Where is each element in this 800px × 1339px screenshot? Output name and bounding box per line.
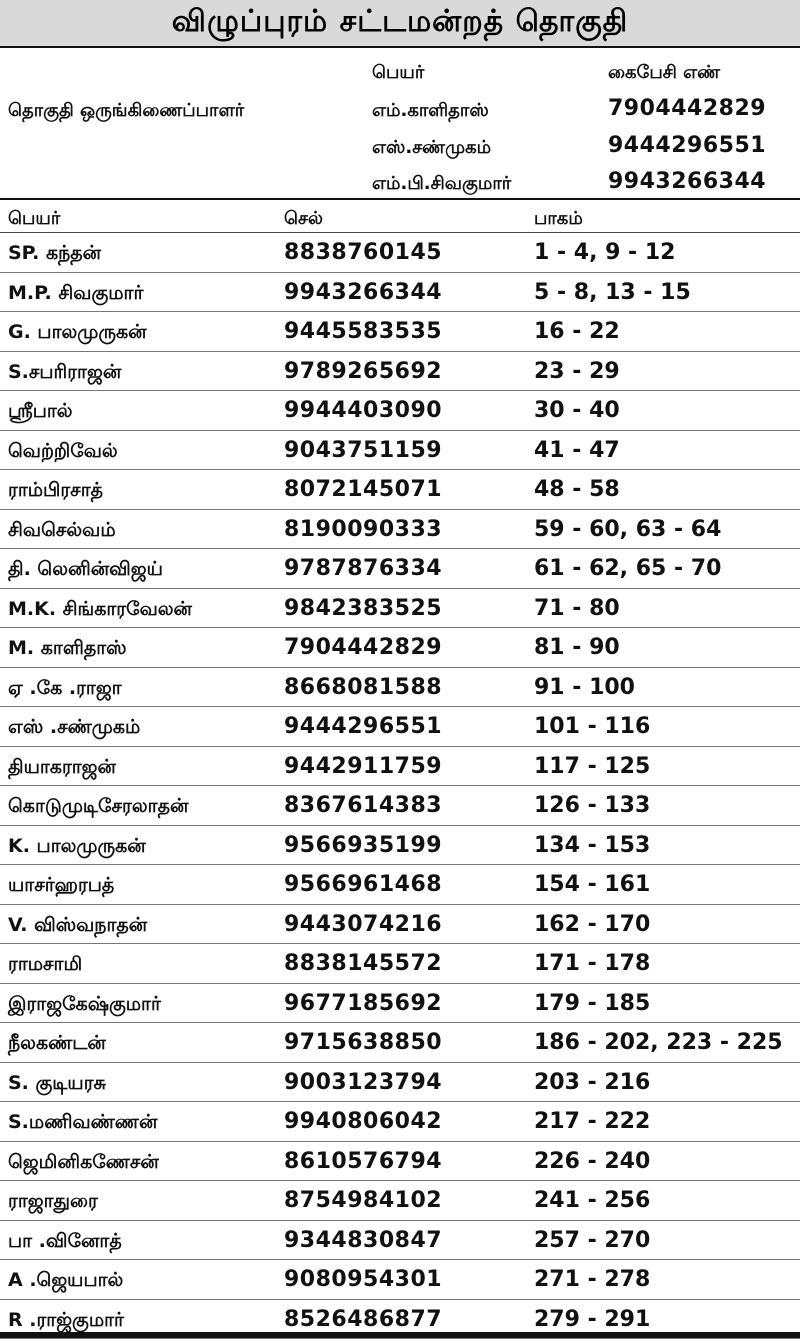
name-cell: தியாகராஜன் (8, 756, 116, 781)
table-row (0, 707, 800, 747)
name-cell: ராமசாமி (8, 953, 82, 978)
part-range-cell: 61 - 62, 65 - 70 (534, 556, 721, 581)
phone-cell: 9080954301 (284, 1267, 442, 1292)
part-range-cell: 271 - 278 (534, 1267, 650, 1292)
phone-cell: 9442911759 (284, 754, 442, 779)
name-cell: ஜெமினிகணேசன் (8, 1151, 159, 1176)
part-range-cell: 179 - 185 (534, 991, 650, 1016)
table-row (0, 549, 800, 589)
phone-cell: 8610576794 (284, 1149, 442, 1174)
phone-cell: 8190090333 (284, 517, 442, 542)
phone-cell: 8838760145 (284, 240, 442, 265)
coordinator-name: எம்.பி.சிவகுமார் (372, 173, 511, 196)
name-cell: இராஜகேஷ்குமார் (8, 993, 161, 1018)
coordinator-label: தொகுதி ஒருங்கிணைப்பாளர் (8, 100, 244, 123)
phone-cell: 9677185692 (284, 991, 442, 1016)
phone-cell: 9789265692 (284, 359, 442, 384)
part-range-cell: 162 - 170 (534, 912, 650, 937)
coordinator-phone: 9943266344 (608, 169, 766, 194)
name-cell: S. குடியரசு (8, 1072, 106, 1097)
page-title: விழுப்புரம் சட்டமன்றத் தொகுதி (172, 4, 629, 43)
part-range-cell: 171 - 178 (534, 951, 650, 976)
phone-cell: 8367614383 (284, 793, 442, 818)
part-range-cell: 30 - 40 (534, 398, 620, 423)
phone-cell: 9003123794 (284, 1070, 442, 1095)
name-cell: எஸ் .சண்முகம் (8, 716, 140, 741)
table-row (0, 312, 800, 352)
part-range-cell: 126 - 133 (534, 793, 650, 818)
table-row (0, 984, 800, 1024)
name-cell: ராம்பிரசாத் (8, 479, 103, 504)
table-row (0, 1142, 800, 1182)
part-range-cell: 41 - 47 (534, 438, 620, 463)
phone-cell: 9443074216 (284, 912, 442, 937)
name-cell: A .ஜெயபால் (8, 1269, 123, 1294)
coordinator-name-header: பெயர் (372, 62, 424, 85)
table-row (0, 905, 800, 945)
name-cell: SP. கந்தன் (8, 242, 101, 267)
phone-cell: 8072145071 (284, 477, 442, 502)
table-row (0, 1221, 800, 1261)
part-range-cell: 101 - 116 (534, 714, 650, 739)
name-cell: யாசர்ஹரபத் (8, 874, 114, 899)
phone-cell: 9715638850 (284, 1030, 442, 1055)
part-range-cell: 226 - 240 (534, 1149, 650, 1174)
phone-cell: 8668081588 (284, 675, 442, 700)
name-cell: ஏ .கே .ராஜா (8, 677, 122, 702)
phone-cell: 9445583535 (284, 319, 442, 344)
name-cell: S.மணிவண்ணன் (8, 1111, 157, 1136)
name-cell: ராஜாதுரை (8, 1190, 98, 1215)
name-cell: கொடுமுடிசேரலாதன் (8, 795, 188, 820)
name-cell: தி. லெனின்விஜய் (8, 558, 163, 583)
phone-cell: 9566935199 (284, 833, 442, 858)
table-row (0, 826, 800, 866)
name-cell: K. பாலமுருகன் (8, 835, 146, 860)
part-range-cell: 279 - 291 (534, 1307, 650, 1332)
column-header-name: பெயர் (8, 208, 60, 231)
part-range-cell: 186 - 202, 223 - 225 (534, 1030, 783, 1055)
table-row (0, 1063, 800, 1103)
name-cell: வெற்றிவேல் (8, 440, 118, 465)
part-range-cell: 16 - 22 (534, 319, 620, 344)
title-bar (0, 0, 800, 48)
table-row (0, 628, 800, 668)
coordinator-phone: 9444296551 (608, 133, 766, 158)
name-cell: S.சபரிராஜன் (8, 361, 121, 386)
phone-cell: 8526486877 (284, 1307, 442, 1332)
table-row (0, 470, 800, 510)
coordinator-name: எம்.காளிதாஸ் (372, 100, 489, 123)
coordinator-phone-header: கைபேசி எண் (608, 62, 720, 85)
table-row (0, 352, 800, 392)
part-range-cell: 91 - 100 (534, 675, 635, 700)
name-cell: நீலகண்டன் (8, 1032, 106, 1057)
table-row (0, 747, 800, 787)
bottom-rule (0, 1332, 800, 1338)
name-cell: R .ராஜ்குமார் (8, 1309, 124, 1334)
part-range-cell: 5 - 8, 13 - 15 (534, 280, 691, 305)
name-cell: G. பாலமுருகன் (8, 321, 147, 346)
coordinator-phone: 7904442829 (608, 96, 766, 121)
part-range-cell: 1 - 4, 9 - 12 (534, 240, 675, 265)
part-range-cell: 154 - 161 (534, 872, 650, 897)
table-row (0, 944, 800, 984)
phone-cell: 9043751159 (284, 438, 442, 463)
part-range-cell: 203 - 216 (534, 1070, 650, 1095)
part-range-cell: 217 - 222 (534, 1109, 650, 1134)
table-row (0, 786, 800, 826)
part-range-cell: 71 - 80 (534, 596, 620, 621)
coordinator-name: எஸ்.சண்முகம் (372, 137, 491, 160)
phone-cell: 9940806042 (284, 1109, 442, 1134)
phone-cell: 9943266344 (284, 280, 442, 305)
table-row (0, 668, 800, 708)
table-row (0, 510, 800, 550)
phone-cell: 9566961468 (284, 872, 442, 897)
table-row (0, 431, 800, 471)
part-range-cell: 48 - 58 (534, 477, 620, 502)
table-body (0, 233, 800, 1339)
table-row (0, 1260, 800, 1300)
part-range-cell: 241 - 256 (534, 1188, 650, 1213)
phone-cell: 8838145572 (284, 951, 442, 976)
phone-cell: 9842383525 (284, 596, 442, 621)
part-range-cell: 134 - 153 (534, 833, 650, 858)
name-cell: M.K. சிங்காரவேலன் (8, 598, 192, 623)
table-header (0, 200, 800, 233)
table-row (0, 233, 800, 273)
phone-cell: 7904442829 (284, 635, 442, 660)
table-row (0, 273, 800, 313)
table-row (0, 865, 800, 905)
table-row (0, 1102, 800, 1142)
name-cell: பா .வினோத் (8, 1230, 122, 1255)
part-range-cell: 59 - 60, 63 - 64 (534, 517, 721, 542)
part-range-cell: 81 - 90 (534, 635, 620, 660)
table-row (0, 391, 800, 431)
column-header-phone: செல் (284, 208, 323, 231)
part-range-cell: 257 - 270 (534, 1228, 650, 1253)
table-row (0, 589, 800, 629)
coordinator-section (0, 48, 800, 200)
name-cell: சிவசெல்வம் (8, 519, 116, 544)
phone-cell: 9944403090 (284, 398, 442, 423)
part-range-cell: 23 - 29 (534, 359, 620, 384)
name-cell: M. காளிதாஸ் (8, 637, 127, 662)
phone-cell: 9344830847 (284, 1228, 442, 1253)
name-cell: M.P. சிவகுமார் (8, 282, 143, 307)
phone-cell: 9787876334 (284, 556, 442, 581)
phone-cell: 8754984102 (284, 1188, 442, 1213)
table-row (0, 1023, 800, 1063)
phone-cell: 9444296551 (284, 714, 442, 739)
table-row (0, 1181, 800, 1221)
part-range-cell: 117 - 125 (534, 754, 650, 779)
name-cell: ஸ்ரீபால் (8, 400, 73, 425)
column-header-part: பாகம் (534, 208, 583, 231)
name-cell: V. விஸ்வநாதன் (8, 914, 147, 939)
